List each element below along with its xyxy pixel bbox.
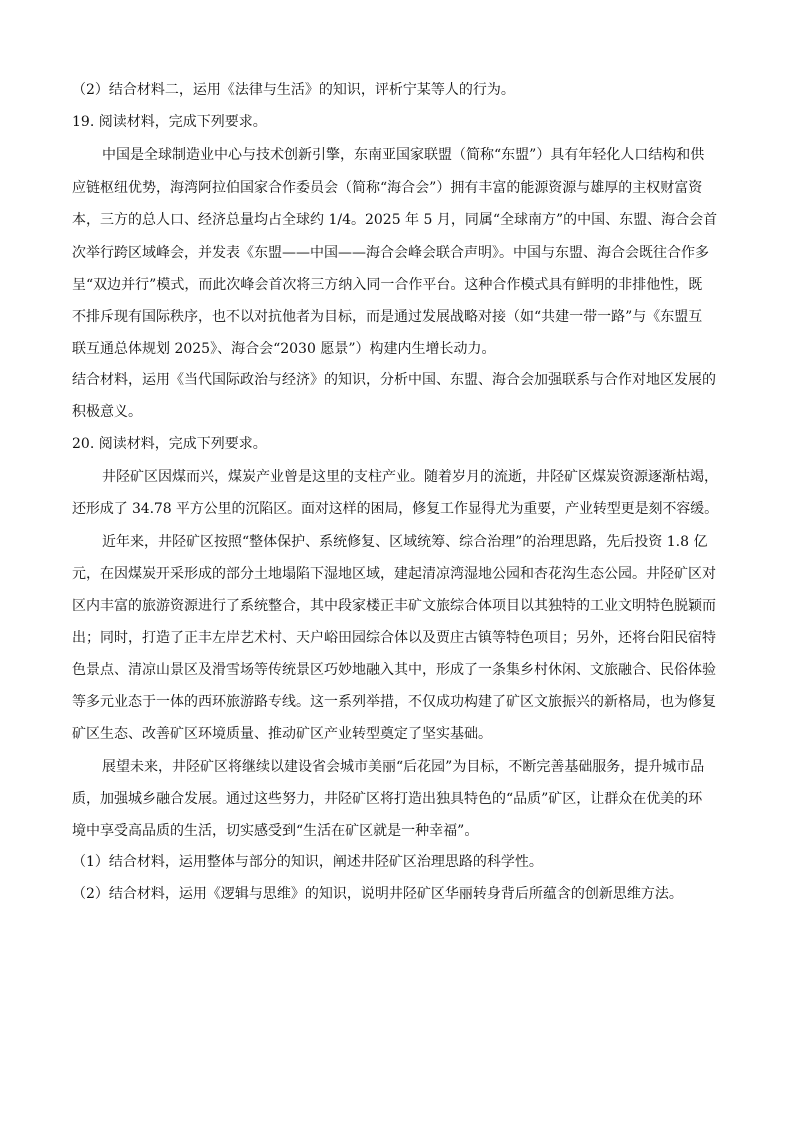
q20-paragraph-2-line-6: 等多元业态于一体的西环旅游路专线。这一系列举措，不仅成功构建了矿区文旅振兴的新格局，也为修复 <box>72 694 716 710</box>
q18-sub2: （2）结合材料二，运用《法律与生活》的知识，评析宁某等人的行为。 <box>72 82 515 98</box>
q19-material-line-4: 次举行跨区域峰会，并发表《东盟——中国——海合会峰会联合声明》。中国与东盟、海合会既往合作多 <box>72 245 709 261</box>
q20-paragraph-2-line-1: 近年来，井陉矿区按照“整体保护、系统修复、区域统筹、综合治理”的治理思路，先后投资 1.8 亿 <box>102 534 708 550</box>
q20-paragraph-2-line-7: 矿区生态、改善矿区环境质量、推动矿区产业转型奠定了坚实基础。 <box>72 726 492 742</box>
q20-paragraph-3-line-2: 质，加强城乡融合发展。通过这些努力，井陉矿区将打造出独具特色的“品质”矿区，让群众在优美的环 <box>72 791 703 807</box>
q19-material-line-6: 不排斥现有国际秩序，也不以对抗他者为目标，而是通过发展战略对接（如“共建一带一路”与《东盟互 <box>72 309 703 325</box>
q20-paragraph-2-line-4: 出；同时，打造了正丰左岸艺术村、天户峪田园综合体以及贾庄古镇等特色项目；另外，还将台阳民宿特 <box>72 630 716 646</box>
q20-heading: 20. 阅读材料，完成下列要求。 <box>72 436 267 452</box>
q19-material-line-2: 应链枢纽优势，海湾阿拉伯国家合作委员会（简称“海合会”）拥有丰富的能源资源与雄厚的主权财富资 <box>72 180 703 196</box>
q20-paragraph-1-line-2: 还形成了 34.78 平方公里的沉陷区。面对这样的困局，修复工作显得尤为重要，产业转型更是刻不容缓。 <box>72 501 718 517</box>
q20-paragraph-2-line-5: 色景点、清凉山景区及滑雪场等传统景区巧妙地融入其中，形成了一条集乡村休闲、文旅融合、民俗体验 <box>72 662 716 678</box>
q20-paragraph-2-line-2: 元，在因煤炭开采形成的部分土地塌陷下湿地区域，建起清凉湾湿地公园和杏花沟生态公园。井陉矿区对 <box>72 566 716 582</box>
q19-material-line-1: 中国是全球制造业中心与技术创新引擎，东南亚国家联盟（简称“东盟”）具有年轻化人口结构和供 <box>102 147 705 163</box>
q19-material-line-3: 本，三方的总人口、经济总量均占全球约 1/4。2025 年 5 月，同属“全球南方”的中国、东盟、海合会首 <box>72 212 718 228</box>
q19-material-line-5: 呈“双边并行”模式，而此次峰会首次将三方纳入同一合作平台。这种合作模式具有鲜明的非排他性，既 <box>72 277 703 293</box>
q20-paragraph-1-line-1: 井陉矿区因煤而兴，煤炭产业曾是这里的支柱产业。随着岁月的流逝，井陉矿区煤炭资源逐渐枯竭， <box>102 469 718 485</box>
q20-paragraph-3-line-1: 展望未来，井陉矿区将继续以建设省会城市美丽“后花园”为目标，不断完善基础服务，提升城市品 <box>102 759 705 775</box>
q20-paragraph-2-line-3: 区内丰富的旅游资源进行了系统整合，其中段家楼正丰矿文旅综合体项目以其独特的工业文明特色脱颖而 <box>72 598 716 614</box>
q20-sub1: （1）结合材料，运用整体与部分的知识，阐述井陉矿区治理思路的科学性。 <box>72 854 543 870</box>
q20-sub2: （2）结合材料，运用《逻辑与思维》的知识，说明井陉矿区华丽转身背后所蕴含的创新思维方法。 <box>72 886 683 902</box>
q19-heading: 19. 阅读材料，完成下列要求。 <box>72 114 267 130</box>
q19-question-line-1: 结合材料，运用《当代国际政治与经济》的知识，分析中国、东盟、海合会加强联系与合作对地区发展的 <box>72 372 716 388</box>
q19-material-line-7: 联互通总体规划 2025》、海合会“2030 愿景”）构建内生增长动力。 <box>72 341 496 357</box>
q20-paragraph-3-line-3: 境中享受高品质的生活，切实感受到“生活在矿区就是一种幸福”。 <box>72 823 479 839</box>
q19-question-line-2: 积极意义。 <box>72 404 142 420</box>
